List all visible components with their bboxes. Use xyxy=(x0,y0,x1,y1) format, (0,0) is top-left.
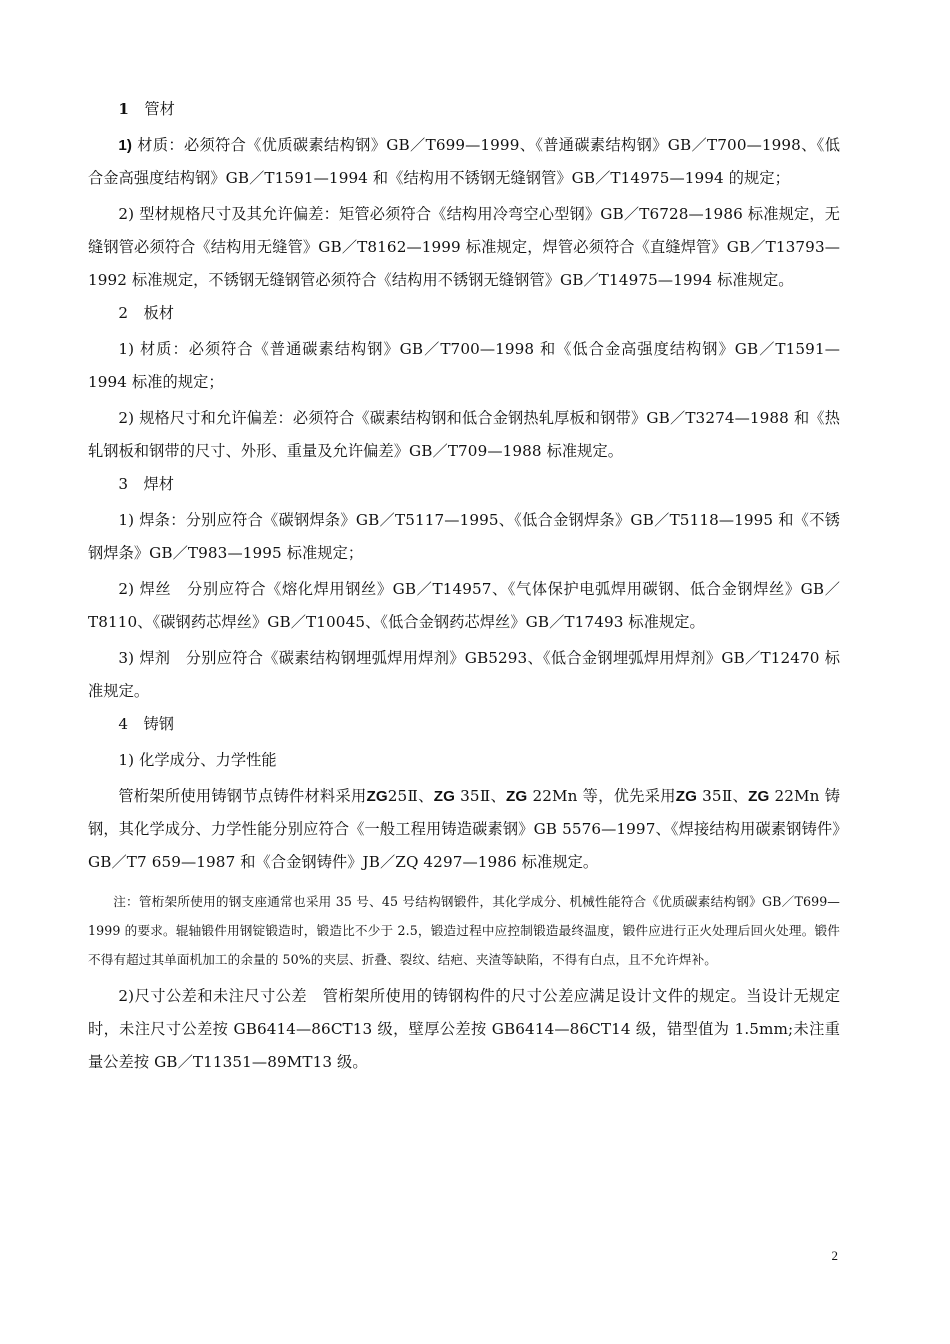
zg-label: ZG xyxy=(366,788,388,805)
section-1-paragraph-1-number: 1) xyxy=(118,137,133,154)
section-3-paragraph-1: 1) 焊条：分别应符合《碳钢焊条》GB／T5117—1995、《低合金钢焊条》GB／T5118—1995 和《不锈钢焊条》GB／T983—1995 标准规定； xyxy=(88,511,840,562)
section-3-paragraph-3: 3) 焊剂 分别应符合《碳素结构钢埋弧焊用焊剂》GB5293、《低合金钢埋弧焊用焊剂》GB／T12470 标准规定。 xyxy=(88,649,840,700)
section-4-note: 注：管桁架所使用的钢支座通常也采用 35 号、45 号结构钢锻件，其化学成分、机械性能符合《优质碳素结构钢》GB／T699—1999 的要求。辊轴锻件用钢锭锻造时，锻造比不少于 2.5，锻造过程中应控制锻造最终温度，锻件应进行正火处理后回火处理。锻件不得有超过其单面机加工的余量的 50%的夹层、折叠、裂纹、结疤、夹渣等缺陷，不得有白点，且不允许焊补。 xyxy=(88,894,840,967)
section-4-subheading-1: 1) 化学成分、力学性能 xyxy=(118,751,277,769)
text-run: 22Mn 铸钢，其化学成分、力学性能分别应符合《一般工程用铸造碳素钢》GB 5576—1997、《焊接结构用碳素钢铸件》GB／T7 659—1987 和《合金钢铸件》JB／ZQ 4297—1986 标准规定。 xyxy=(88,787,840,871)
section-1-paragraph-1-text: 材质：必须符合《优质碳素结构钢》GB／T699—1999、《普通碳素结构钢》GB／T700—1998、《低合金高强度结构钢》GB／T1591—1994 和《结构用不锈钢无缝钢管》GB／T14975—1994 的规定； xyxy=(88,136,840,187)
text-run: 管桁架所使用铸钢节点铸件材料采用 xyxy=(118,787,367,805)
section-3-heading: 3 焊材 xyxy=(118,475,175,493)
section-1-paragraph-1 xyxy=(88,129,840,195)
document-body xyxy=(88,93,840,1079)
zg-label: ZG xyxy=(748,788,770,805)
section-2-heading: 2 板材 xyxy=(118,304,175,322)
section-1-heading xyxy=(88,93,840,126)
section-4-heading: 4 铸钢 xyxy=(118,715,175,733)
text-run: 25Ⅱ、 xyxy=(387,787,434,805)
section-2-paragraph-2: 2) 规格尺寸和允许偏差：必须符合《碳素结构钢和低合金钢热轧厚板和钢带》GB／T3274—1988 和《热轧钢板和钢带的尺寸、外形、重量及允许偏差》GB／T709—1988 标准规定。 xyxy=(88,409,840,460)
page-number: 2 xyxy=(831,1248,838,1263)
zg-label: ZG xyxy=(675,788,698,805)
section-1-number: 1 xyxy=(118,100,130,118)
section-4-paragraph-1 xyxy=(88,780,840,879)
section-1-paragraph-2: 2) 型材规格尺寸及其允许偏差：矩管必须符合《结构用冷弯空心型钢》GB／T6728—1986 标准规定，无缝钢管必须符合《结构用无缝管》GB／T8162—1999 标准规定，焊管必须符合《直缝焊管》GB／T13793—1992 标准规定，不锈钢无缝钢管必须符合《结构用不锈钢无缝钢管》GB／T14975—1994 标准规定。 xyxy=(88,205,840,289)
zg-label: ZG xyxy=(506,788,528,805)
zg-label: ZG xyxy=(433,788,455,805)
section-3-paragraph-2: 2) 焊丝 分别应符合《熔化焊用钢丝》GB／T14957、《气体保护电弧焊用碳钢、低合金钢焊丝》GB／T8110、《碳钢药芯焊丝》GB／T10045、《低合金钢药芯焊丝》GB／T17493 标准规定。 xyxy=(88,580,840,631)
section-2-paragraph-1: 1) 材质：必须符合《普通碳素结构钢》GB／T700—1998 和《低合金高强度结构钢》GB／T1591—1994 标准的规定； xyxy=(88,340,840,391)
section-1-title: 管材 xyxy=(144,100,175,118)
section-4-paragraph-2: 2)尺寸公差和未注尺寸公差 管桁架所使用的铸钢构件的尺寸公差应满足设计文件的规定。当设计无规定时，未注尺寸公差按 GB6414—86CT13 级，壁厚公差按 GB6414—86CT14 级，错型值为 1.5mm;未注重量公差按 GB／T11351—89MT13 级。 xyxy=(88,987,840,1071)
text-run: 35Ⅱ、 xyxy=(697,787,749,805)
text-run: 35Ⅱ、 xyxy=(454,787,507,805)
text-run: 22Mn 等，优先采用 xyxy=(527,787,676,805)
